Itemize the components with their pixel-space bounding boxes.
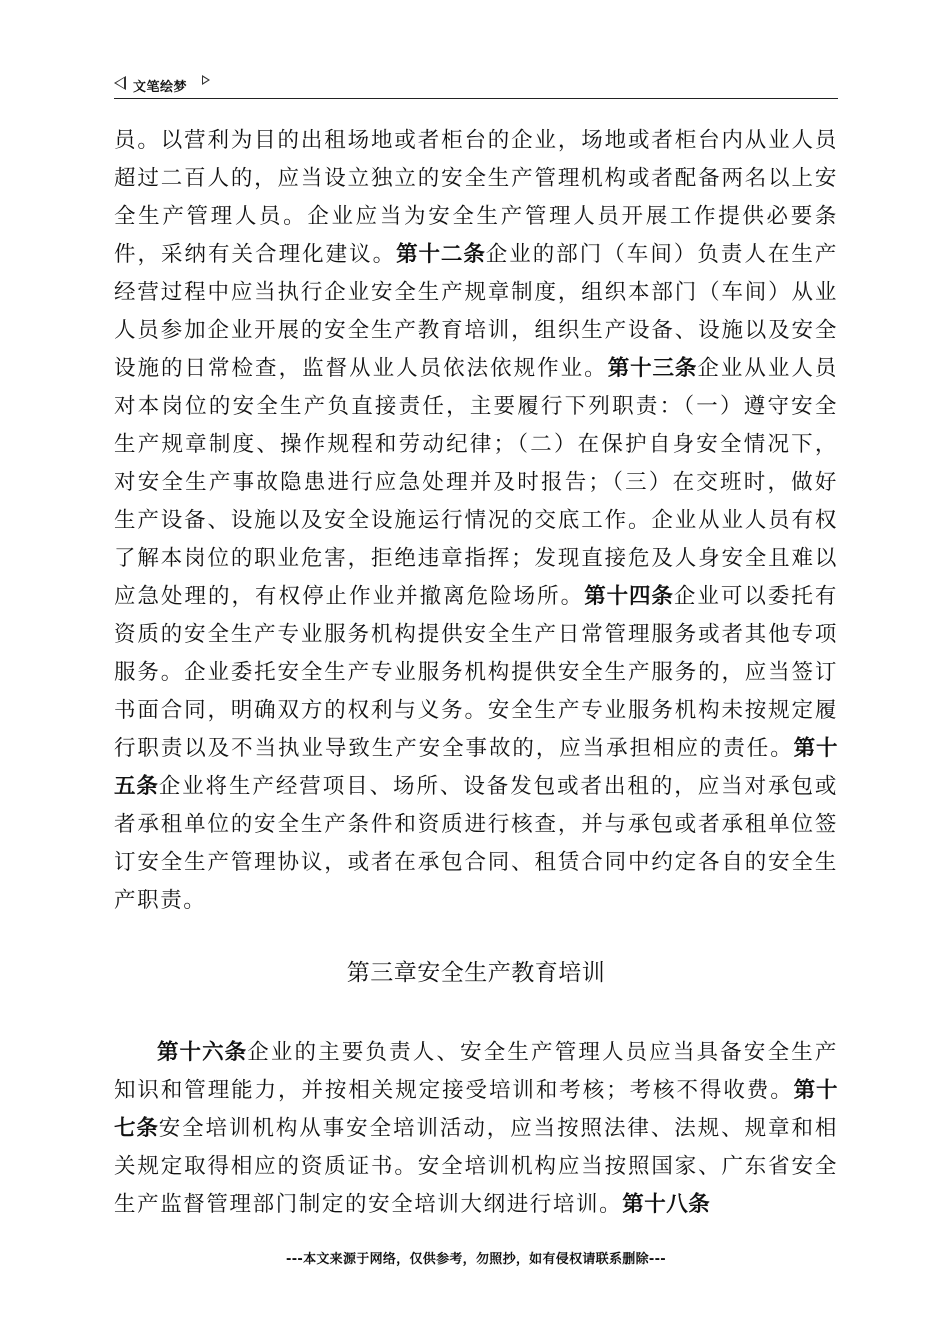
right-triangle-icon: [202, 75, 210, 85]
header-brand: 文笔绘梦: [133, 80, 188, 95]
page-header: [114, 72, 838, 99]
body-paragraph-2: [114, 1034, 838, 1224]
text-segment: 企业从业人员对本岗位的安全生产负直接责任，主要履行下列职责：（一）遵守安全生产规章制度、操作规程和劳动纪律；（二）在保护自身安全情况下，对安全生产事故隐患进行应急处理并及时报告；（三）在交班时，做好生产设备、设施以及安全设施运行情况的交底工作。企业从业人员有权了解本岗位的职业危害，拒绝违章指挥；发现直接危及人身安全且难以应急处理的，有权停止作业并撤离危险场所。: [114, 356, 838, 609]
article-14-heading: 第十四条: [584, 584, 674, 609]
text-segment: 员。以营利为目的出租场地或者柜台的企业，场地或者柜台内从业人员超过二百人的，应当设立独立的安全生产管理机构或者配备两名以上安全生产管理人员。企业应当为安全生产管理人员开展工作提供必要条件，采纳有关合理化建议。: [114, 128, 838, 267]
article-17-heading: 第十七条: [114, 1078, 838, 1141]
text-segment: 企业可以委托有资质的安全生产专业服务机构提供安全生产日常管理服务或者其他专项服务。企业委托安全生产专业服务机构提供安全生产服务的，应当签订书面合同，明确双方的权利与义务。安全生产专业服务机构未按规定履行职责以及不当执业导致生产安全事故的，应当承担相应的责任。: [114, 584, 838, 761]
article-15-heading: 第十五条: [114, 736, 838, 799]
body-paragraph-1: [114, 122, 838, 920]
text-segment: 企业的部门（车间）负责人在生产经营过程中应当执行企业安全生产规章制度，组织本部门（车间）从业人员参加企业开展的安全生产教育培训，组织生产设备、设施以及安全设施的日常检查，监督从业人员依法依规作业。: [114, 242, 838, 381]
chapter-title: 第三章安全生产教育培训: [346, 960, 606, 986]
footer-disclaimer: ---本文来源于网络，仅供参考，勿照抄，如有侵权请联系删除---: [286, 1252, 666, 1267]
article-12-heading: 第十二条: [396, 242, 486, 267]
article-18-heading: 第十八条: [622, 1192, 711, 1217]
text-segment: 企业的主要负责人、安全生产管理人员应当具备安全生产知识和管理能力，并按相关规定接受培训和考核；考核不得收费。: [114, 1040, 838, 1103]
article-16-heading: 第十六条: [157, 1040, 248, 1065]
text-segment: 安全培训机构从事安全培训活动，应当按照法律、法规、规章和相关规定取得相应的资质证书。安全培训机构应当按照国家、广东省安全生产监督管理部门制定的安全培训大纲进行培训。: [114, 1116, 838, 1217]
article-13-heading: 第十三条: [607, 356, 698, 381]
left-triangle-icon: [114, 76, 126, 90]
text-segment: 企业将生产经营项目、场所、设备发包或者出租的，应当对承包或者承租单位的安全生产条件和资质进行核查，并与承包或者承租单位签订安全生产管理协议，或者在承包合同、租赁合同中约定各自的安全生产职责。: [114, 774, 838, 913]
